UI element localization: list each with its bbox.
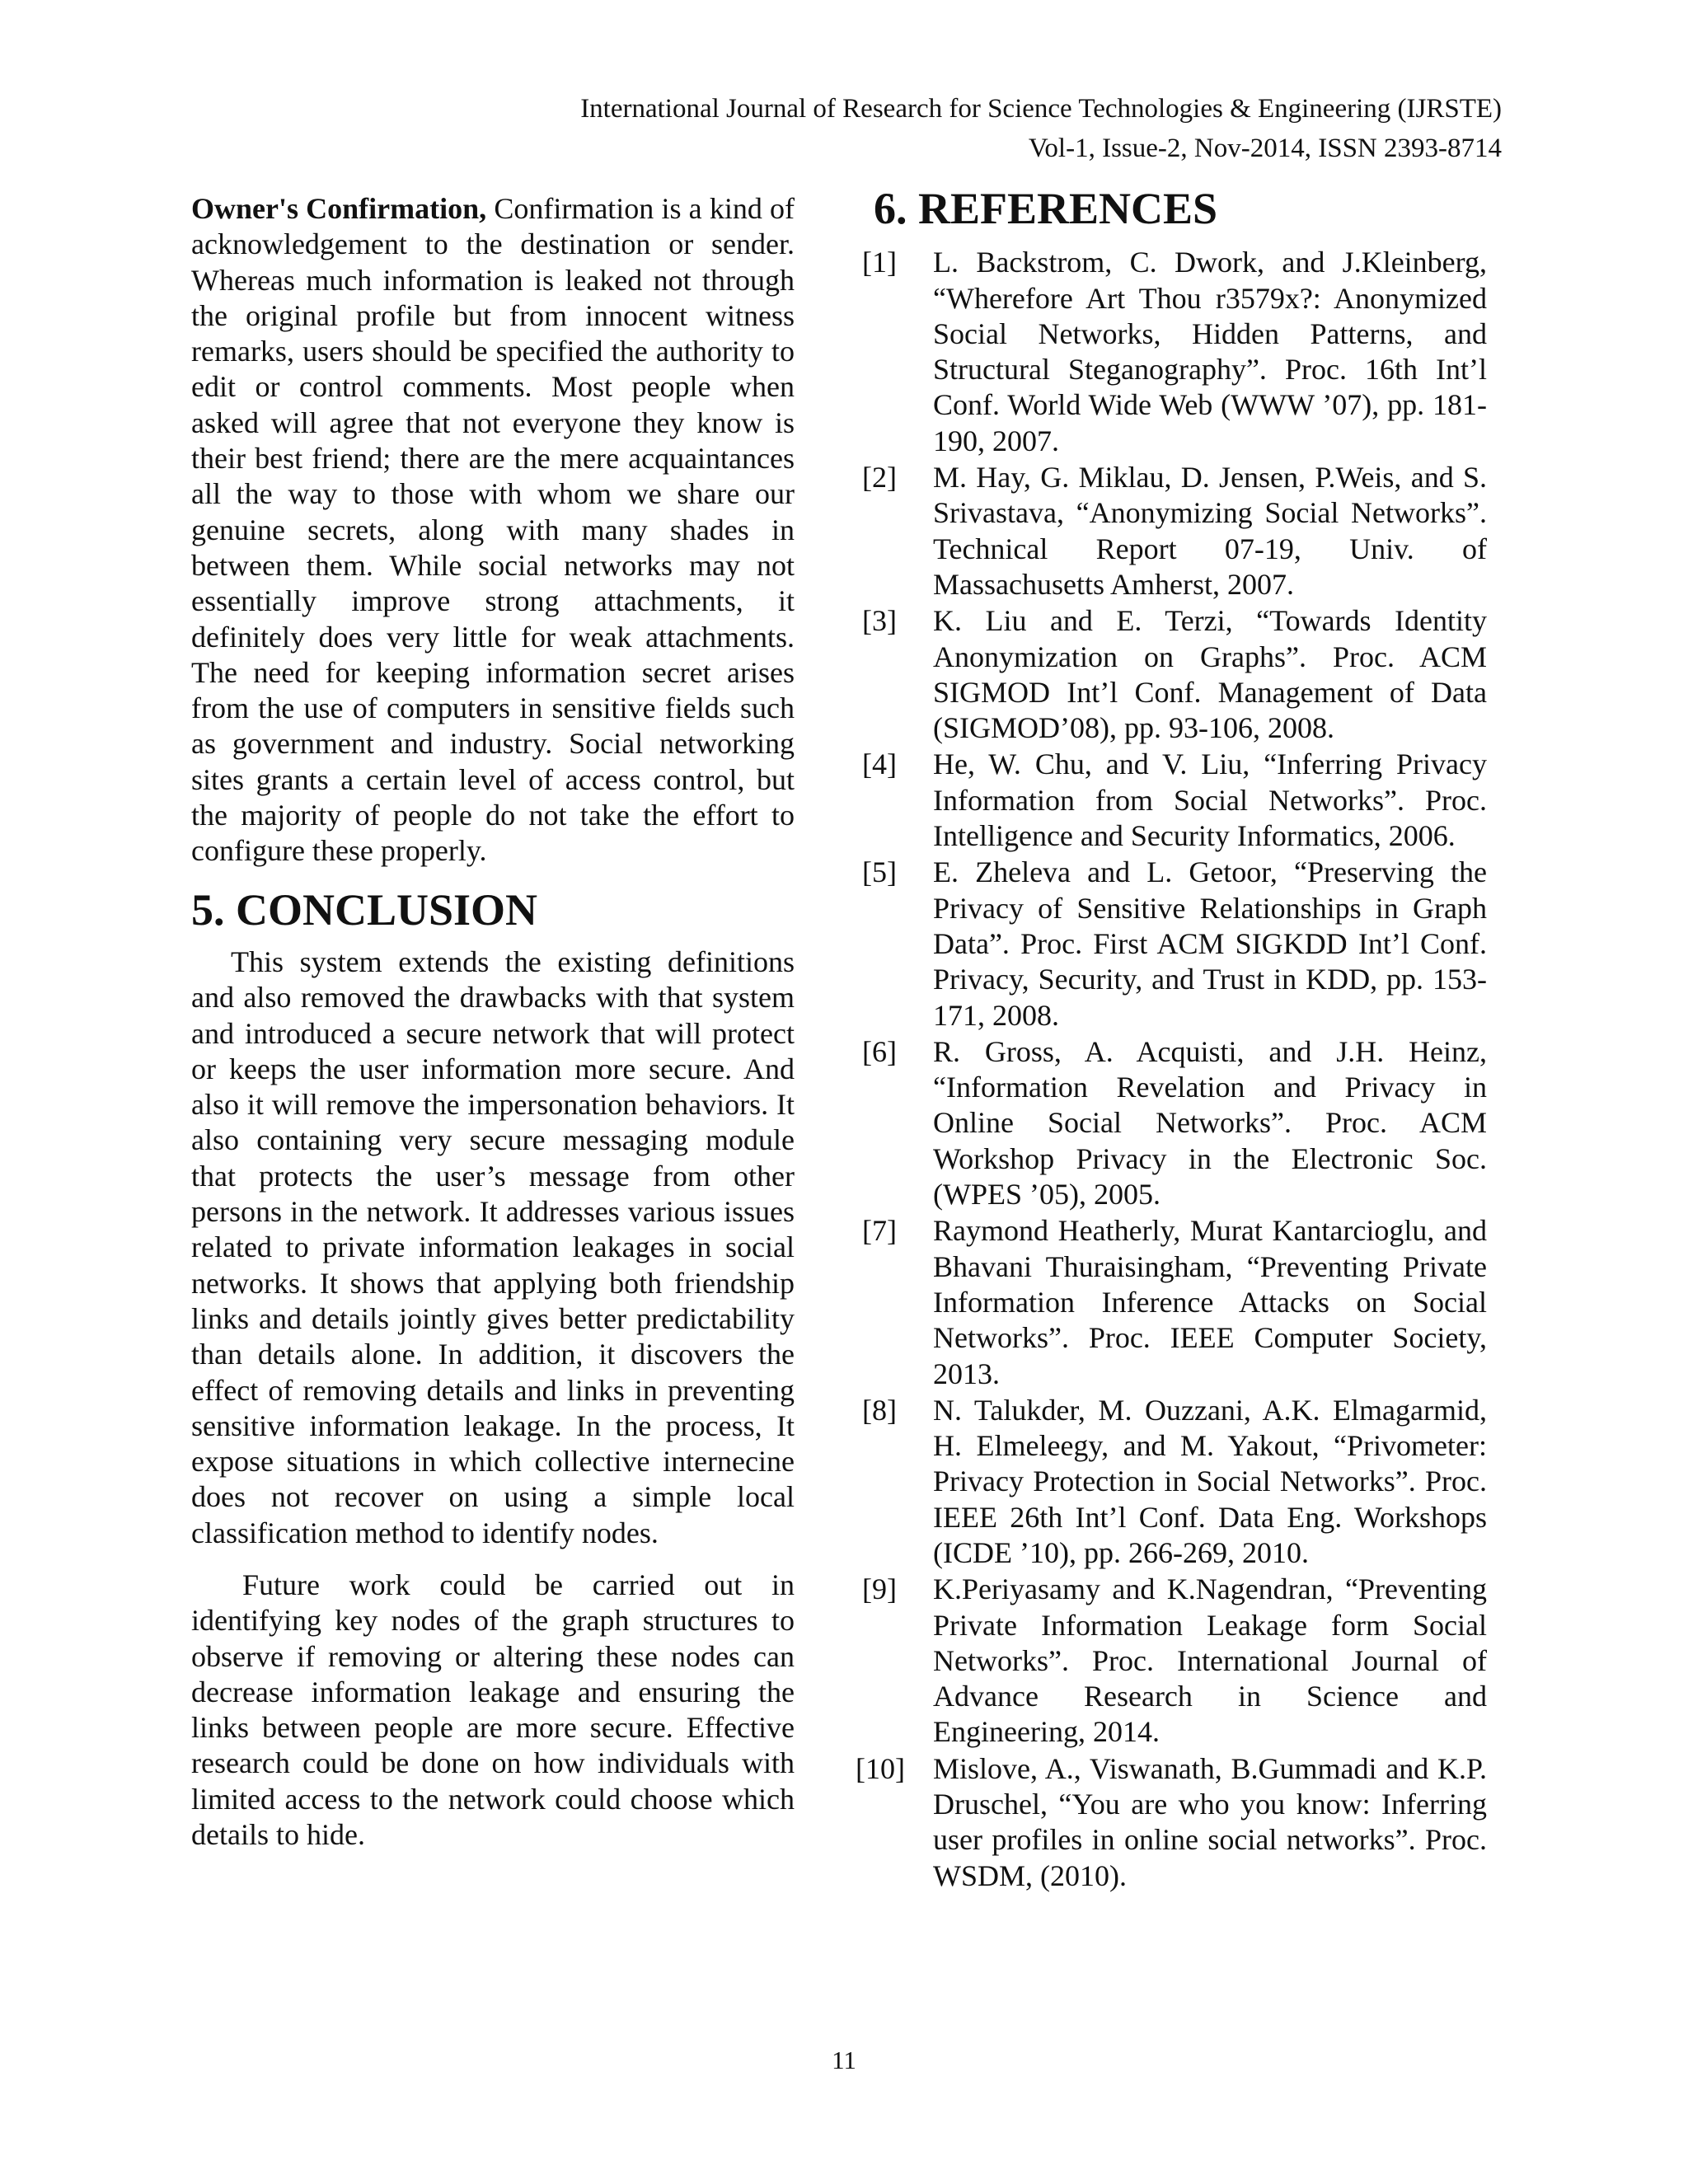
reference-item (862, 1572, 1487, 1750)
reference-number: [7] (862, 1214, 897, 1248)
reference-number: [6] (862, 1034, 897, 1068)
journal-volume: Vol-1, Issue-2, Nov-2014, ISSN 2393-8714 (1028, 134, 1502, 163)
conclusion-heading: 5. CONCLUSION (191, 884, 538, 935)
owner-confirmation-lead: Owner's Confirmation, (191, 192, 487, 225)
reference-number: [9] (862, 1572, 897, 1606)
owner-confirmation-paragraph (191, 191, 795, 869)
reference-number: [10] (856, 1751, 905, 1785)
reference-number: [1] (862, 246, 897, 279)
owner-confirmation-text: Confirmation is a kind of acknowledgement to the destination or sender. Whereas much information is leaked not through the original profile but from innocent witness remarks, users should be specified the authority to edit or control comments. Most people when asked will agree that not everyone they know is their best friend; there are the mere acquaintances all the way to those with whom we share our genuine secrets, along with many shades in between them. While social networks may not essentially improve strong attachments, it definitely does very little for weak attachments. The need for keeping information secret arises from the use of computers in sensitive fields such as government and industry. Social networking sites grants a certain level of access control, but the majority of people do not take the effort to configure these properly. (191, 192, 795, 868)
references-heading: 6. REFERENCES (874, 184, 1218, 233)
reference-number: [8] (862, 1393, 897, 1427)
reference-text: R. Gross, A. Acquisti, and J.H. Heinz, “Information Revelation and Privacy in Online Social Networks”. Proc. ACM Workshop Privacy in the Electronic Soc. (WPES ’05), 2005. (933, 1034, 1487, 1212)
reference-item (862, 1034, 1487, 1212)
reference-item (862, 603, 1487, 746)
journal-title: International Journal of Research for Science Technologies & Engineering (IJRSTE) (580, 94, 1502, 124)
page-number: 11 (832, 2046, 856, 2074)
reference-text: L. Backstrom, C. Dwork, and J.Kleinberg, “Wherefore Art Thou r3579x?: Anonymized Social Networks, Hidden Patterns, and Structural Steganography”. Proc. 16th Int’l Conf. World Wide Web (WWW ’07), pp. 181-190, 2007. (933, 246, 1487, 457)
reference-number: [5] (862, 855, 897, 889)
reference-item (862, 245, 1487, 459)
reference-text: He, W. Chu, and V. Liu, “Inferring Privacy Information from Social Networks”. Proc. Intelligence and Security Informatics, 2006. (933, 748, 1487, 853)
references-list (856, 245, 1487, 1894)
conclusion-paragraph-1: This system extends the existing definitions and also removed the drawbacks with that system and introduced a secure network that will protect or keeps the user information more secure. And also it will remove the impersonation behaviors. It also containing very secure messaging module that protects the user’s message from other persons in the network. It addresses various issues related to private information leakages in social networks. It shows that applying both friendship links and details jointly gives better predictability than details alone. In addition, it discovers the effect of removing details and links in preventing sensitive information leakage. In the process, It expose situations in which collective internecine does not recover on using a simple local classification method to identify nodes. (191, 944, 795, 1549)
reference-text: N. Talukder, M. Ouzzani, A.K. Elmagarmid, H. Elmeleegy, and M. Yakout, “Privometer: Privacy Protection in Social Networks”. Proc. IEEE 26th Int’l Conf. Data Eng. Workshops (ICDE ’10), pp. 266-269, 2010. (933, 1393, 1487, 1569)
reference-text: K. Liu and E. Terzi, “Towards Identity Anonymization on Graphs”. Proc. ACM SIGMOD Int’l Conf. Management of Data (SIGMOD’08), pp. 93-106, 2008. (933, 604, 1487, 745)
left-column (191, 191, 795, 1853)
reference-item (862, 1393, 1487, 1571)
reference-text: Raymond Heatherly, Murat Kantarcioglu, and Bhavani Thuraisingham, “Preventing Private Information Inference Attacks on Social Networks”. Proc. IEEE Computer Society, 2013. (933, 1214, 1487, 1390)
right-column (856, 184, 1487, 1895)
reference-text: Mislove, A., Viswanath, B.Gummadi and K.P. Druschel, “You are who you know: Inferring user profiles in online social networks”. Proc. WSDM, (2010). (933, 1751, 1487, 1892)
journal-header (430, 89, 1502, 168)
reference-item (856, 1751, 1487, 1894)
reference-text: M. Hay, G. Miklau, D. Jensen, P.Weis, and S. Srivastava, “Anonymizing Social Networks”. Technical Report 07-19, Univ. of Massachusetts Amherst, 2007. (933, 461, 1487, 601)
reference-number: [2] (862, 461, 897, 494)
reference-item (862, 747, 1487, 854)
reference-text: K.Periyasamy and K.Nagendran, “Preventing Private Information Leakage form Social Networks”. Proc. International Journal of Advance Research in Science and Engineering, 2014. (933, 1572, 1487, 1749)
reference-number: [4] (862, 748, 897, 781)
reference-item (862, 1213, 1487, 1391)
reference-item (862, 855, 1487, 1033)
reference-item (862, 460, 1487, 602)
conclusion-paragraph-2: Future work could be carried out in identifying key nodes of the graph structures to observe if removing or altering these nodes can decrease information leakage and ensuring the links between people are more secure. Effective research could be done on how individuals with limited access to the network could choose which details to hide. (191, 1568, 795, 1852)
reference-text: E. Zheleva and L. Getoor, “Preserving the Privacy of Sensitive Relationships in Graph Data”. Proc. First ACM SIGKDD Int’l Conf. Privacy, Security, and Trust in KDD, pp. 153-171, 2008. (933, 855, 1487, 1032)
reference-number: [3] (862, 604, 897, 638)
